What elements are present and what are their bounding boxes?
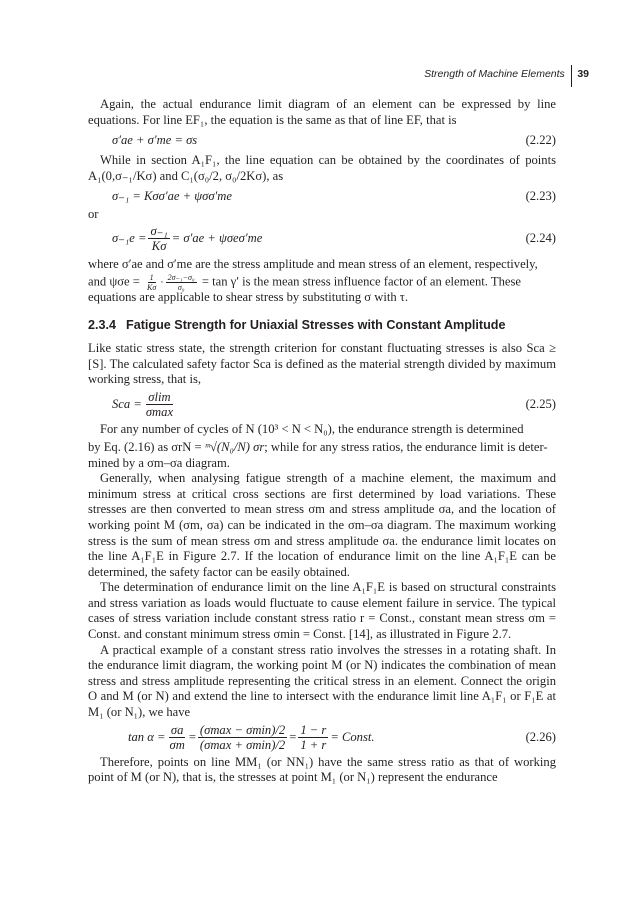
root-expression: ᵐ√(N₀/N) σr	[204, 439, 265, 454]
equation-2-23-number: (2.23)	[525, 189, 556, 204]
fraction-denominator: 1 + r	[300, 738, 327, 753]
paragraph-5b-pre: by Eq. (2.16) as σrN =	[88, 439, 202, 454]
running-header	[424, 66, 589, 82]
fraction-denominator: Kσ	[151, 238, 167, 253]
fraction-denominator: σmax	[145, 405, 174, 420]
equation-2-23-expression: σ₋₁ = Kσσ′ae + ψσσ′me	[112, 189, 232, 204]
fraction-numerator: σ₋₁	[150, 223, 168, 238]
paragraph-1: Again, the actual endurance limit diagram of an element can be expressed by line equations. For line EF₁, the equation is the same as that of line EF, that is	[88, 97, 556, 127]
or-label: or	[88, 207, 99, 222]
paragraph-9: Therefore, points on line MM₁ (or NN₁) have the same stress ratio as that of working point of M (or N), that is, the stresses at point M₁ (or N₁) represent the endurance	[88, 754, 556, 785]
equation-2-24-fraction	[148, 224, 169, 253]
fraction-denominator: σm	[169, 738, 185, 753]
header-divider	[571, 65, 573, 87]
paragraph-6: Generally, when analysing fatigue strength of a machine element, the maximum and minimum stress at critical cross sections are first determined by load variations. These stresses are then converted to mean stress σm and stress amplitude σa, and the location of working point M (σm, σa) can be indicated in the σm–σa diagram. The maximum working stress is the sum of mean stress σm and stress amplitude σa. the endurance limit locates on the line A₁F₁E in Figure 2.7. If the location of endurance limit on the line A₁F₁E can be determined, the safety factor can be easily obtained.	[88, 471, 556, 579]
paragraph-5c: mined by a σm–σa diagram.	[88, 455, 230, 470]
equation-2-25-fraction	[144, 390, 175, 419]
page-body	[88, 97, 556, 786]
book-title: Strength of Machine Elements	[424, 68, 565, 80]
equation-2-22	[88, 132, 556, 149]
fraction-numerator: σa	[170, 723, 184, 738]
equation-2-26	[88, 723, 556, 753]
equation-2-24	[88, 223, 556, 253]
equation-2-24-rhs: = σ′ae + ψσeσ′me	[171, 230, 263, 245]
paragraph-5b-post: ; while for any stress ratios, the endurance limit is deter-	[264, 439, 548, 454]
paragraph-2: While in section A₁F₁, the line equation can be obtained by the coordinates of points A₁(0,σ₋₁/Kσ) and C₁(σ₀/2, σ₀/2Kσ), as	[88, 153, 556, 183]
equation-2-24-lhs: σ₋₁e =	[112, 230, 147, 245]
equation-2-22-number: (2.22)	[525, 132, 556, 147]
equation-2-25-lhs: Sca =	[112, 397, 142, 412]
fraction-denominator: σ₀	[177, 282, 185, 292]
paragraph-8: A practical example of a constant stress ratio involves the stresses in a rotating shaft. In the endurance limit diagram, the working point M (or N) indicates the combination of mean stress and stress amplitude representing the critical stress in an element. Connect the origin O and M (or N) and extend the line to intersect with the endurance limit line A₁F₁ or F₁E at M₁ (or N₁), we have	[88, 642, 556, 720]
section-heading	[88, 318, 556, 334]
equation-2-25	[88, 390, 556, 420]
fraction-numerator: (σmax − σmin)/2	[199, 723, 286, 738]
fraction-numerator: 1 − r	[300, 723, 327, 738]
equation-2-26-rhs: = Const.	[330, 729, 375, 744]
equation-2-24-number: (2.24)	[525, 230, 556, 245]
fraction-denominator: (σmax + σmin)/2	[199, 738, 286, 753]
paragraph-3b	[88, 273, 556, 290]
paragraph-3a: where σ′ae and σ′me are the stress amplitude and mean stress of an element, respectively,	[88, 257, 538, 272]
equation-2-26-fraction-1	[168, 723, 187, 752]
equation-2-26-number: (2.26)	[525, 729, 556, 744]
paragraph-3b-pre: and ψσe =	[88, 274, 140, 289]
equation-2-23	[88, 188, 556, 205]
equals-sign: =	[289, 729, 297, 744]
equation-2-26-fraction-2	[198, 723, 287, 752]
equation-2-26-fraction-3	[298, 723, 328, 752]
paragraph-4: Like static stress state, the strength criterion for constant fluctuating stresses is also Sca ≥ [S]. The calculated safety factor Sca is defined as the material strength divided by maximum working stress, that is,	[88, 341, 556, 387]
page-number: 39	[577, 68, 589, 80]
equation-2-26-lhs: tan α =	[128, 729, 166, 744]
fraction-denominator: Kσ	[147, 282, 157, 292]
equation-2-25-number: (2.25)	[525, 397, 556, 412]
paragraph-3b-post: = tan γ′ is the mean stress influence factor of an element. These	[201, 274, 521, 289]
section-title: Fatigue Strength for Uniaxial Stresses with Constant Amplitude	[126, 317, 506, 332]
multiply-dot: ·	[160, 277, 164, 289]
fraction-numerator: 1	[149, 272, 154, 282]
paragraph-5a: For any number of cycles of N (10³ < N < N₀), the endurance strength is determined	[100, 421, 524, 436]
equation-2-22-expression: σ′ae + σ′me = σs	[112, 132, 198, 147]
fraction-numerator: 2σ₋₁−σ₀	[167, 272, 195, 282]
paragraph-5b	[88, 438, 556, 456]
fraction-numerator: σlim	[148, 390, 171, 405]
paragraph-7: The determination of endurance limit on the line A₁F₁E is based on structural constraints and stress variation as loads would fluctuate to cause element failure in service. The typical cases of stress variation include constant stress ratio r = Const., constant mean stress σm = Const. and constant minimum stress σmin = Const. [14], as illustrated in Figure 2.7.	[88, 580, 556, 642]
paragraph-3c: equations are applicable to shear stress by substituting σ with τ.	[88, 289, 408, 304]
section-number: 2.3.4	[88, 317, 117, 332]
equals-sign: =	[188, 729, 196, 744]
